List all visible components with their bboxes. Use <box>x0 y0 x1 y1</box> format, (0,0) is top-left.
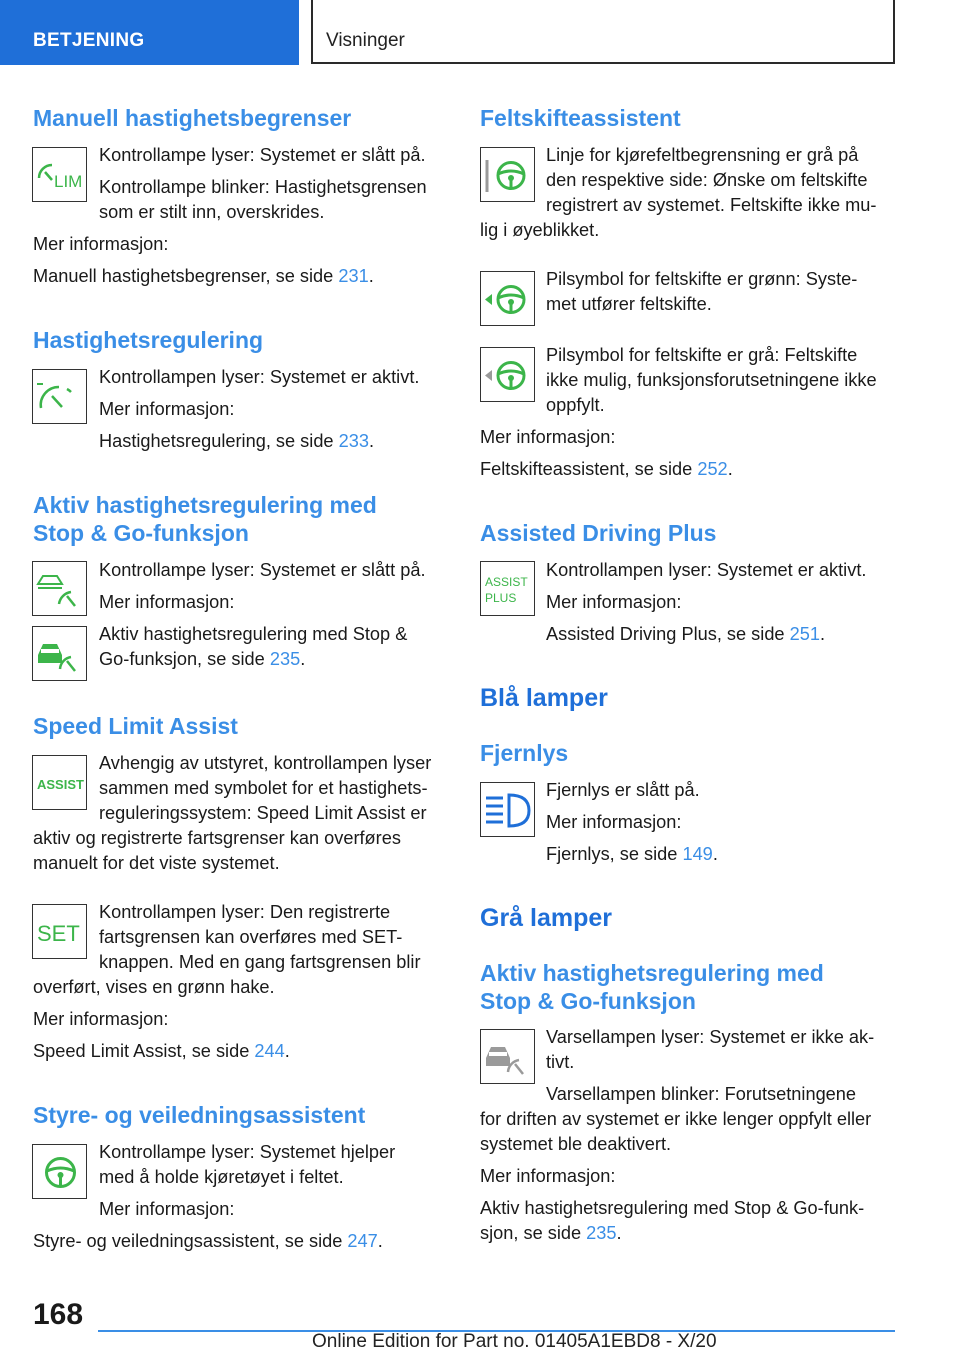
page-link[interactable]: 235 <box>269 649 301 669</box>
reference-text: Speed Limit Assist, se side <box>33 1041 255 1061</box>
reference-text: Assisted Driving Plus, se side <box>546 624 790 644</box>
text-line: Varsellampen lyser: Systemet er ikke ak- <box>546 1027 875 1047</box>
reference-line: Fjernlys, se side 149. <box>546 844 718 864</box>
text-line: sammen med symbolet for et hastighets- <box>99 778 428 798</box>
heading-assisted-driving-plus: Assisted Driving Plus <box>480 520 717 546</box>
set-icon <box>32 904 87 959</box>
text-line: Varsellampen blinker: Forutsetningene <box>546 1084 857 1104</box>
text-line: Kontrollampen lyser: Den registrerte <box>99 902 391 922</box>
text-line: Pilsymbol for feltskifte er grønn: Syste- <box>546 269 858 289</box>
reference-text: Go-funksjon, se side <box>99 649 270 669</box>
text-line: Pilsymbol for feltskifte er grå: Feltskifte <box>546 345 858 365</box>
reference-line: Speed Limit Assist, se side 244. <box>33 1041 290 1061</box>
chapter-box <box>311 0 895 64</box>
text-line: Kontrollampe lyser: Systemet er slått på. <box>99 560 426 580</box>
reference-line: Styre- og veiledningsassistent, se side 247. <box>33 1231 383 1251</box>
lim-icon-text: LIM <box>54 172 83 191</box>
heading-speed-limit-assist: Speed Limit Assist <box>33 713 238 739</box>
set-icon-text: SET <box>37 921 80 946</box>
reference-line: Manuell hastighetsbegrenser, se side 231. <box>33 266 374 286</box>
reference-text: Manuell hastighetsbegrenser, se side <box>33 266 339 286</box>
text-line: Kontrollampe lyser: Systemet hjelper <box>99 1142 396 1162</box>
text-line: Avhengig av utstyret, kontrollampen lyser <box>99 753 432 773</box>
page-link[interactable]: 247 <box>347 1231 378 1251</box>
more-info-label: Mer informasjon: <box>546 592 682 612</box>
text-line: Kontrollampe lyser: Systemet er slått på. <box>99 145 426 165</box>
heading-blue-lamps: Blå lamper <box>480 684 608 712</box>
text-line: den respektive side: Ønske om feltskifte <box>546 170 868 190</box>
text-line: som er stilt inn, overskrides. <box>99 202 325 222</box>
text-line: registrert av systemet. Feltskifte ikke mu- <box>546 195 877 215</box>
text-line: overført, vises en grønn hake. <box>33 977 275 997</box>
page-link[interactable]: 231 <box>338 266 369 286</box>
text-line: Kontrollampen lyser: Systemet er aktivt. <box>546 560 867 580</box>
reference-text: Fjernlys, se side <box>546 844 683 864</box>
text-line: Kontrollampe blinker: Hastighetsgrensen <box>99 177 427 197</box>
reference-line: Aktiv hastighetsregulering med Stop & <box>99 624 408 644</box>
text-line: manuelt for det viste systemet. <box>33 853 280 873</box>
heading-gray-lamps: Grå lamper <box>480 904 613 932</box>
more-info-label: Mer informasjon: <box>33 234 169 254</box>
more-info-label: Mer informasjon: <box>99 399 235 419</box>
heading-steering-assistant: Styre- og veiledningsassistent <box>33 1102 366 1128</box>
heading-acc-gray-line1: Aktiv hastighetsregulering med <box>480 960 824 986</box>
text-line: Linje for kjørefeltbegrensning er grå på <box>546 145 859 165</box>
heading-cruise-control: Hastighetsregulering <box>33 327 264 353</box>
reference-line: sjon, se side 235. <box>480 1223 622 1243</box>
heading-acc-line1: Aktiv hastighetsregulering med <box>33 492 377 518</box>
text-line: met utfører feltskifte. <box>546 294 712 314</box>
more-info-label: Mer informasjon: <box>546 812 682 832</box>
cruise-control-icon <box>32 369 87 424</box>
section-label: BETJENING <box>33 30 145 51</box>
steering-wheel-icon <box>32 1144 87 1199</box>
reference-line: Go-funksjon, se side 235. <box>99 649 306 669</box>
text-line: med å holde kjøretøyet i feltet. <box>99 1167 344 1187</box>
more-info-label: Mer informasjon: <box>99 592 235 612</box>
text-line: lig i øyeblikket. <box>480 220 600 240</box>
text-line: reguleringssystem: Speed Limit Assist er <box>99 803 427 823</box>
text-line: Kontrollampen lyser: Systemet er aktivt. <box>99 367 420 387</box>
page-link[interactable]: 244 <box>254 1041 285 1061</box>
reference-line: Hastighetsregulering, se side 233. <box>99 431 375 451</box>
more-info-label: Mer informasjon: <box>33 1009 169 1029</box>
speed-limiter-lim-icon <box>32 147 87 202</box>
assist-plus-icon-text-2: PLUS <box>485 591 517 605</box>
page-link[interactable]: 149 <box>682 844 713 864</box>
assist-icon <box>32 755 87 810</box>
heading-lane-change-assistant: Feltskifteassistent <box>480 105 681 131</box>
text-line: Fjernlys er slått på. <box>546 780 700 800</box>
text-line: aktiv og registrerte fartsgrenser kan overføres <box>33 828 401 848</box>
acc-car-filled-icon <box>32 626 87 681</box>
text-line: fartsgrensen kan overføres med SET- <box>99 927 403 947</box>
page-link[interactable]: 251 <box>789 624 820 644</box>
reference-line: Assisted Driving Plus, se side 251. <box>546 624 826 644</box>
page-link[interactable]: 252 <box>697 459 728 479</box>
reference-text: Feltskifteassistent, se side <box>480 459 698 479</box>
reference-text: Hastighetsregulering, se side <box>99 431 339 451</box>
reference-text: sjon, se side <box>480 1223 587 1243</box>
reference-line: Aktiv hastighetsregulering med Stop & Go-funk- <box>480 1198 865 1218</box>
text-line: tivt. <box>546 1052 575 1072</box>
acc-gray-icon <box>480 1029 535 1084</box>
lane-change-gray-arrow-icon <box>480 347 535 402</box>
text-line: systemet ble deaktivert. <box>480 1134 672 1154</box>
page-number: 168 <box>33 1298 84 1331</box>
edition-text: Online Edition for Part no. 01405A1EBD8 - X/20 <box>312 1331 717 1352</box>
more-info-label: Mer informasjon: <box>480 1166 616 1186</box>
heading-acc-line2: Stop & Go-funksjon <box>33 520 249 546</box>
more-info-label: Mer informasjon: <box>480 427 616 447</box>
heading-acc-gray-line2: Stop & Go-funksjon <box>480 988 696 1014</box>
lane-change-gray-line-icon <box>480 147 535 202</box>
text-line: for driften av systemet er ikke lenger oppfylt eller <box>480 1109 872 1129</box>
section-tab <box>0 0 299 65</box>
text-line: oppfylt. <box>546 395 605 415</box>
text-line: ikke mulig, funksjonsforutsetningene ikke <box>546 370 877 390</box>
acc-car-outline-icon <box>32 561 87 616</box>
assist-plus-icon <box>480 561 535 616</box>
text-line: knappen. Med en gang fartsgrensen blir <box>99 952 421 972</box>
more-info-label: Mer informasjon: <box>99 1199 235 1219</box>
reference-text: Styre- og veiledningsassistent, se side <box>33 1231 348 1251</box>
page-link[interactable]: 235 <box>586 1223 617 1243</box>
assist-plus-icon-text-1: ASSIST <box>485 575 528 589</box>
heading-manual-speed-limiter: Manuell hastighetsbegrenser <box>33 105 352 131</box>
high-beam-icon <box>480 782 535 837</box>
chapter-label: Visninger <box>326 30 405 51</box>
reference-line: Feltskifteassistent, se side 252. <box>480 459 733 479</box>
lane-change-green-arrow-icon <box>480 271 535 326</box>
assist-icon-text: ASSIST <box>37 777 84 792</box>
page-link[interactable]: 233 <box>338 431 369 451</box>
heading-high-beam: Fjernlys <box>480 740 569 766</box>
